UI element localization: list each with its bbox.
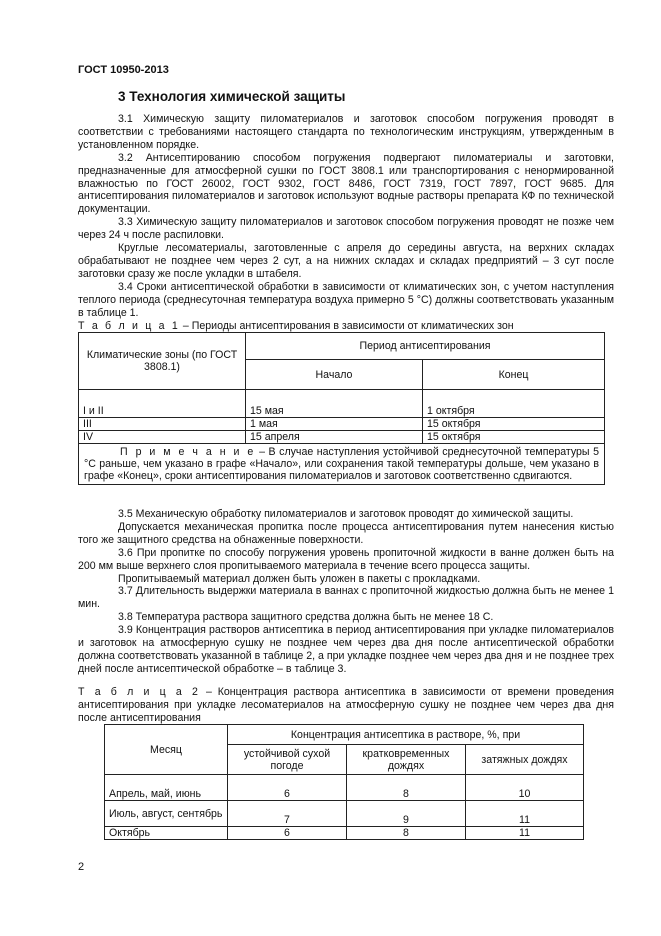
table1-header-zone: Климатические зоны (по ГОСТ 3808.1): [79, 333, 246, 390]
body-text-block-a: [78, 113, 614, 320]
section-title: 3 Технология химической защиты: [118, 89, 346, 104]
table1-caption-text: – Периоды антисептирования в зависимости от климатических зон: [179, 320, 514, 332]
table1-cell-zone: I и II: [79, 390, 246, 418]
table2-cell-short-rain: 8: [347, 775, 466, 801]
paragraph: 3.8 Температура раствора защитного средства должна быть не менее 18 С.: [118, 611, 494, 624]
table1-header-period: Период антисептирования: [246, 333, 605, 360]
table2-cell-long-rain: 11: [466, 801, 584, 827]
table2-cell-dry: 6: [228, 775, 347, 801]
body-text-block-b: [78, 508, 614, 676]
table2-header-concentration: Концентрация антисептика в растворе, %, при: [228, 725, 584, 745]
paragraph: Допускается механическая пропитка после процесса антисептирования путем нанесения кистью того же защитного средства на обнаженные поверхности.: [78, 520, 614, 546]
table1-cell-end: 15 октября: [423, 431, 605, 444]
table1-header-start: Начало: [246, 360, 423, 390]
table2-header-month: Месяц: [105, 725, 228, 775]
table1-cell-end: 1 октября: [423, 390, 605, 418]
table1-note-label: П р и м е ч а н и е: [120, 446, 256, 458]
paragraph: Пропитываемый материал должен быть уложен в пакеты с прокладками.: [118, 572, 481, 585]
table2-header-dry: устойчивой сухой погоде: [228, 745, 347, 775]
table2-cell-long-rain: 11: [466, 827, 584, 840]
table1-note-text: – В случае наступления устойчивой среднесуточной температуры 5 °С раньше, чем указано в графе «Начало», или сохранения такой температуры дольше, чем указано в графе «Конец», сроки антисептирования пиломатериалов и заготовок соответственно сдвигаются.: [84, 446, 599, 482]
table1-cell-zone: IV: [79, 431, 246, 444]
paragraph: 3.9 Концентрация растворов антисептика в период антисептирования при укладке пиломатериалов и заготовок на атмосферную сушку не позднее чем через два дня после антисептической обработки должна соответствовать указанной в таблице 2, а при укладке позднее чем через два дня и не позднее трех дней после антисептической обработке – в таблице 3.: [78, 624, 614, 675]
table2-caption: [78, 686, 614, 725]
table2-cell-month: Октябрь: [105, 827, 228, 840]
table2-cell-short-rain: 9: [347, 801, 466, 827]
table1-cell-zone: III: [79, 418, 246, 431]
table2-cell-dry: 7: [228, 801, 347, 827]
paragraph: 3.4 Сроки антисептической обработки в зависимости от климатических зон, с учетом наступления теплого периода (среднесуточная температура воздуха примерно 5 °С) должны соответствовать указанным в таблице 1.: [78, 280, 614, 319]
paragraph: 3.5 Механическую обработку пиломатериалов и заготовок проводят до химической защиты.: [118, 508, 574, 520]
table2-cell-short-rain: 8: [347, 827, 466, 840]
paragraph: 3.1 Химическую защиту пиломатериалов и заготовок способом погружения проводят в соответствии с требованиями настоящего стандарта по технологическим инструкциям, утвержденным в установленном порядке.: [78, 113, 614, 151]
page-number: 2: [78, 861, 85, 873]
table2-caption-text: – Концентрация раствора антисептика в зависимости от времени проведения антисептирования при укладке лесоматериалов на атмосферную сушку не позднее чем через два дня после антисептирования: [78, 686, 615, 724]
paragraph: 3.7 Длительность выдержки материала в ваннах с пропиточной жидкостью должна быть не менее 1 мин.: [78, 585, 614, 611]
table2-cell-month: Апрель, май, июнь: [105, 775, 228, 801]
table2-header-short-rain: кратковременных дождях: [347, 745, 466, 775]
table1-cell-start: 15 апреля: [246, 431, 423, 444]
table1-header-end: Конец: [423, 360, 605, 390]
paragraph: 3.3 Химическую защиту пиломатериалов и заготовок способом погружения проводят не позже чем через 24 ч после распиловки.: [78, 216, 614, 242]
table1-caption-label: Т а б л и ц а 1: [78, 320, 180, 332]
paragraph: 3.6 При пропитке по способу погружения уровень пропиточной жидкости в ванне должен быть на 200 мм выше верхнего слоя пропитываемого материала в течение всего процесса защиты.: [78, 546, 614, 572]
table-2: [104, 724, 584, 840]
table2-cell-long-rain: 10: [466, 775, 584, 801]
paragraph: Круглые лесоматериалы, заготовленные с апреля до середины августа, на верхних складах обрабатывают не позднее чем через 2 сут, а на нижних складах и складах предприятий – 3 сут после заготовки сразу же после укладки в штабеля.: [78, 242, 614, 280]
paragraph: 3.2 Антисептированию способом погружения подвергают пиломатериалы и заготовки, предназначенные для атмосферной сушки по ГОСТ 3808.1 или транспортирования с ненормированной влажностью по ГОСТ 26002, ГОСТ 9302, ГОСТ 8486, ГОСТ 7319, ГОСТ 7897, ГОСТ 9685. Для антисептирования пиломатериалов и заготовок используют водные растворы препарата КФ по технической документации.: [78, 151, 614, 216]
table1-note: [79, 444, 605, 485]
table1-caption: [78, 320, 614, 333]
document-header: ГОСТ 10950-2013: [78, 64, 169, 76]
table2-cell-dry: 6: [228, 827, 347, 840]
table2-cell-month: Июль, август, сентябрь: [105, 801, 228, 827]
table1-cell-start: 1 мая: [246, 418, 423, 431]
table-1: [78, 332, 605, 485]
table1-cell-end: 15 октября: [423, 418, 605, 431]
table1-cell-start: 15 мая: [246, 390, 423, 418]
table2-caption-label: Т а б л и ц а 2: [78, 686, 201, 698]
table2-header-long-rain: затяжных дождях: [466, 745, 584, 775]
